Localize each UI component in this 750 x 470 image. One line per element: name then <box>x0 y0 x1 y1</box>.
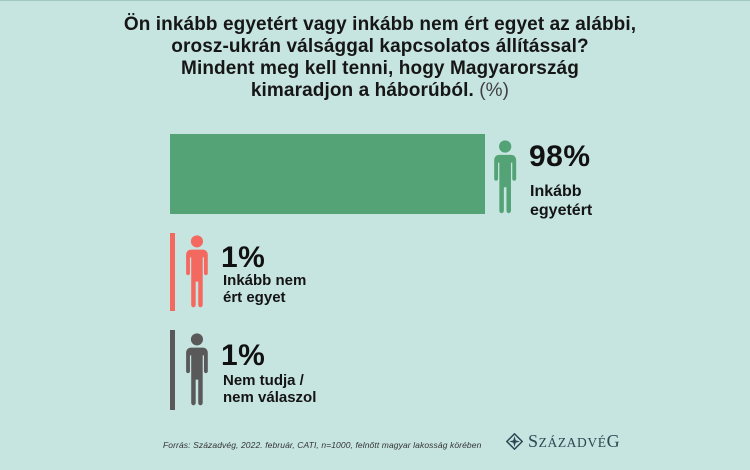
logo-smallcaps: ZÁZADVÉ <box>538 435 607 450</box>
logo-letter-g: G <box>606 431 621 451</box>
category-label-line2: ért egyet <box>223 289 286 306</box>
bar-nem-tudja <box>170 330 175 410</box>
chart-title <box>10 14 750 102</box>
szazadveg-wordmark <box>528 431 620 452</box>
bar-inkabb-egyetert <box>170 134 485 214</box>
szazadveg-diamond-icon <box>506 433 523 450</box>
category-label-line1: Nem tudja / <box>223 372 304 389</box>
category-label <box>223 372 316 406</box>
chart-title-unit: (%) <box>479 80 510 101</box>
person-icon <box>181 235 213 310</box>
logo-letter-s: S <box>528 431 539 451</box>
chart-title-line2: orosz-ukrán válsággal kapcsolatos állítással? <box>171 36 589 57</box>
chart-title-line4-text: kimaradjon a háborúból. <box>250 80 474 101</box>
chart-title-line3: Mindent meg kell tenni, hogy Magyarország <box>181 58 579 79</box>
chart-title-line4 <box>10 80 750 102</box>
category-label <box>530 182 592 220</box>
value-label: 1% <box>221 241 266 274</box>
category-label-line2: nem válaszol <box>223 389 317 406</box>
value-label: 98% <box>529 140 591 173</box>
category-label <box>223 272 306 306</box>
value-label: 1% <box>221 339 266 372</box>
bar-inkabb-nem-ert-egyet <box>170 233 175 311</box>
person-icon <box>181 333 213 408</box>
source-note: Forrás: Századvég, 2022. február, CATI, n=1000, felnőtt magyar lakosság körében <box>163 440 482 450</box>
szazadveg-logo <box>506 431 620 452</box>
person-icon <box>489 140 522 216</box>
chart-title-line1: Ön inkább egyetért vagy inkább nem ért egyet az alábbi, <box>123 14 637 35</box>
category-label-line1: Inkább nem <box>223 272 307 289</box>
category-label-line1: Inkább <box>530 183 582 200</box>
category-label-line2: egyetért <box>530 202 593 219</box>
